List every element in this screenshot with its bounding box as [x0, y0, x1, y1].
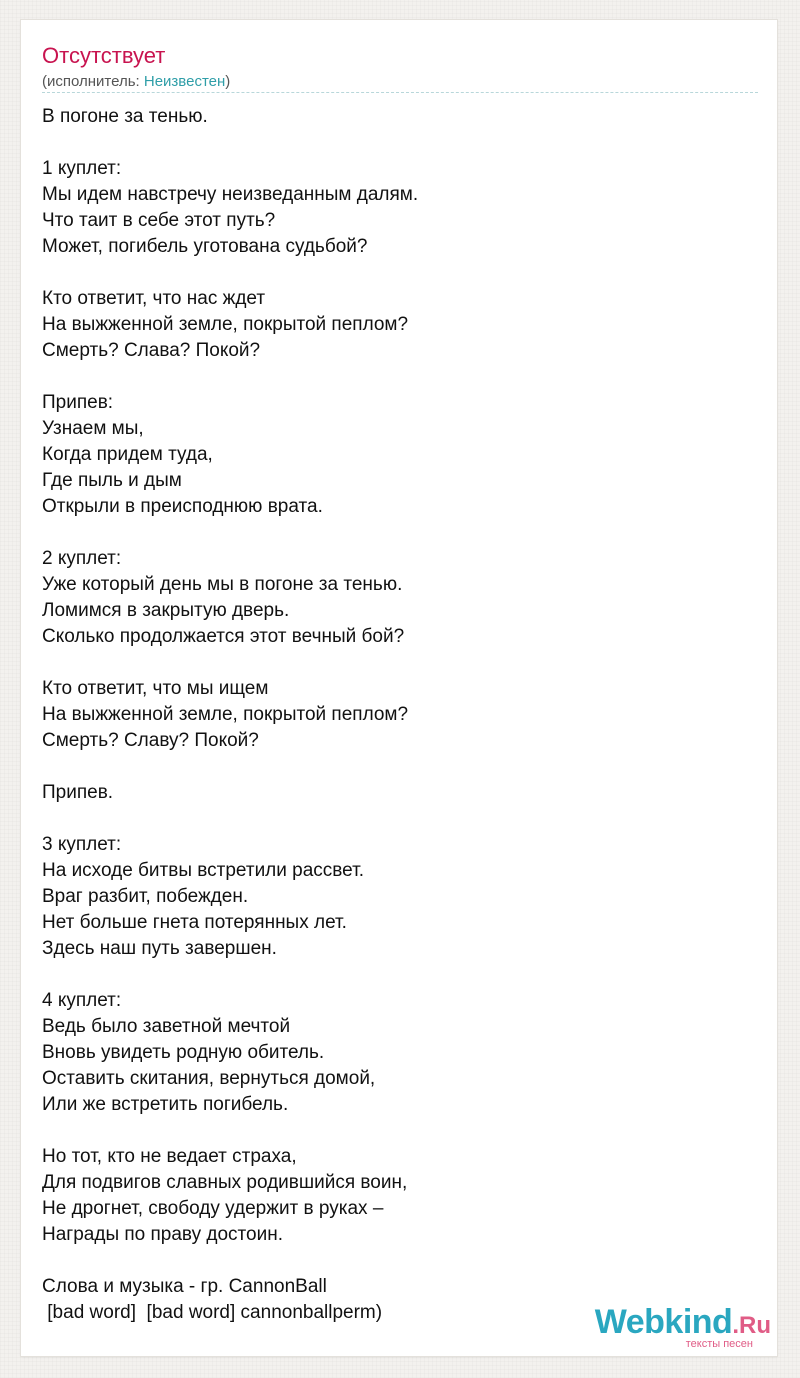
logo-tagline: тексты песен: [685, 1338, 753, 1350]
title-divider: [42, 92, 758, 93]
artist-link[interactable]: Неизвестен: [143, 73, 226, 90]
logo-name: Webkind: [594, 1303, 733, 1341]
artist-line: [42, 72, 230, 92]
lyrics-text: В погоне за тенью. 1 куплет: Мы идем навстречу неизведанным далям. Что таит в себе этот путь? Может, погибель уготована судьбой? Кто ответит, что нас ждет На выжженной земле, покрытой пеплом? Смерть? Слава? Покой? Припев: Узнаем мы, Когда придем туда, Где пыль и дым Открыли в преисподнюю врата. 2 куплет: Уже который день мы в погоне за тенью. Ломимся в закрытую дверь. Сколько продолжается этот вечный бой? Кто ответит, что мы ищем На выжженной земле, покрытой пеплом? Смерть? Славу? Покой? Припев. 3 куплет: На исходе битвы встретили рассвет. Враг разбит, побежден. Нет больше гнета потерянных лет. Здесь наш путь завершен. 4 куплет: Ведь было заветной мечтой Вновь увидеть родную обитель. Оставить скитания, вернуться домой, Или же встретить погибель. Но тот, кто не ведает страха, Для подвигов славных родившийся воин, Не дрогнет, свободу удержит в руках – Награды по праву достоин. Слова и музыка - гр. CannonBall [bad word] [bad word] cannonballperm): [42, 106, 419, 1323]
logo-wordmark: [595, 1305, 771, 1340]
song-title: Отсутствует: [42, 43, 166, 68]
artist-suffix: ): [225, 73, 231, 90]
lyrics-card: [21, 20, 777, 1356]
site-logo[interactable]: [595, 1305, 771, 1350]
logo-domain: .Ru: [732, 1312, 771, 1339]
artist-prefix: (исполнитель:: [42, 73, 144, 90]
